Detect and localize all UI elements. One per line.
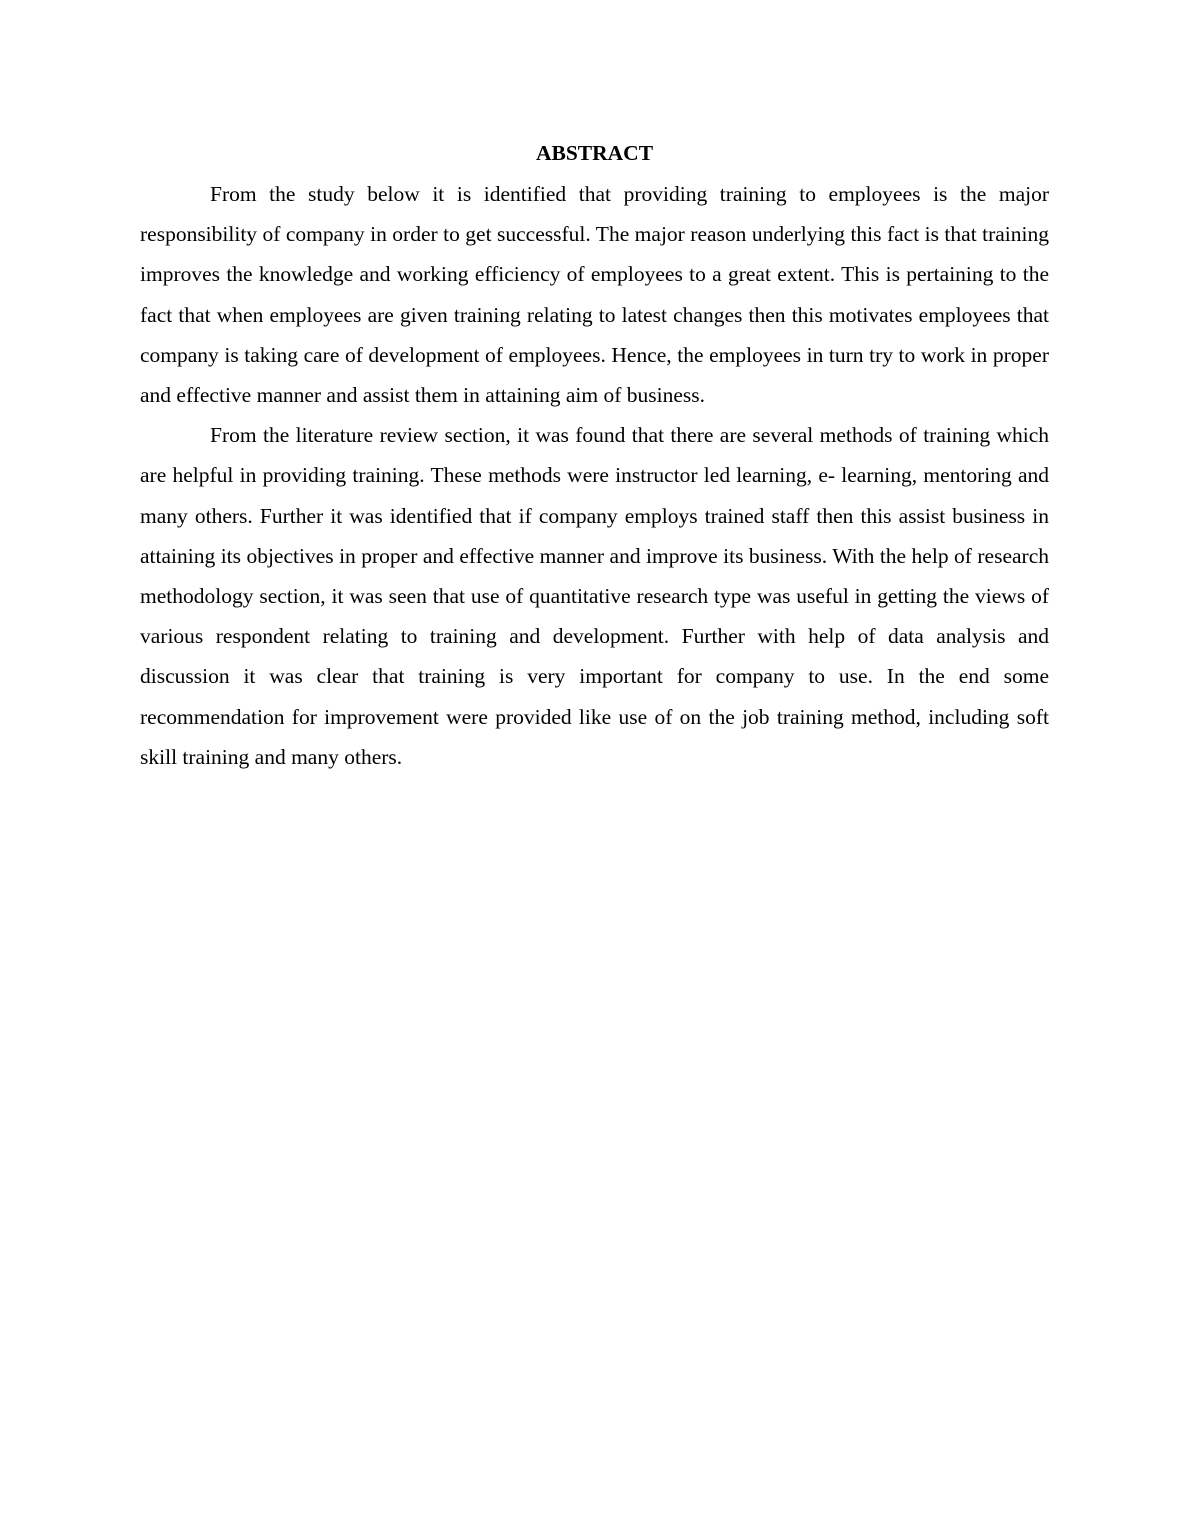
abstract-section <box>140 137 1049 777</box>
abstract-paragraph-1: From the study below it is identified that providing training to employees is the major responsibility of company in order to get successful. The major reason underlying this fact is that training improves the knowledge and working efficiency of employees to a great extent. This is pertaining to the fact that when employees are given training relating to latest changes then this motivates employees that company is taking care of development of employees. Hence, the employees in turn try to work in proper and effective manner and assist them in attaining aim of business. <box>140 182 1049 408</box>
abstract-heading: ABSTRACT <box>535 141 654 165</box>
abstract-paragraph-2: From the literature review section, it was found that there are several methods of training which are helpful in providing training. These methods were instructor led learning, e- learning, mentoring and many others. Further it was identified that if company employs trained staff then this assist business in attaining its objectives in proper and effective manner and improve its business. With the help of research methodology section, it was seen that use of quantitative research type was useful in getting the views of various respondent relating to training and development. Further with help of data analysis and discussion it was clear that training is very important for company to use. In the end some recommendation for improvement were provided like use of on the job training method, including soft skill training and many others. <box>140 423 1049 769</box>
